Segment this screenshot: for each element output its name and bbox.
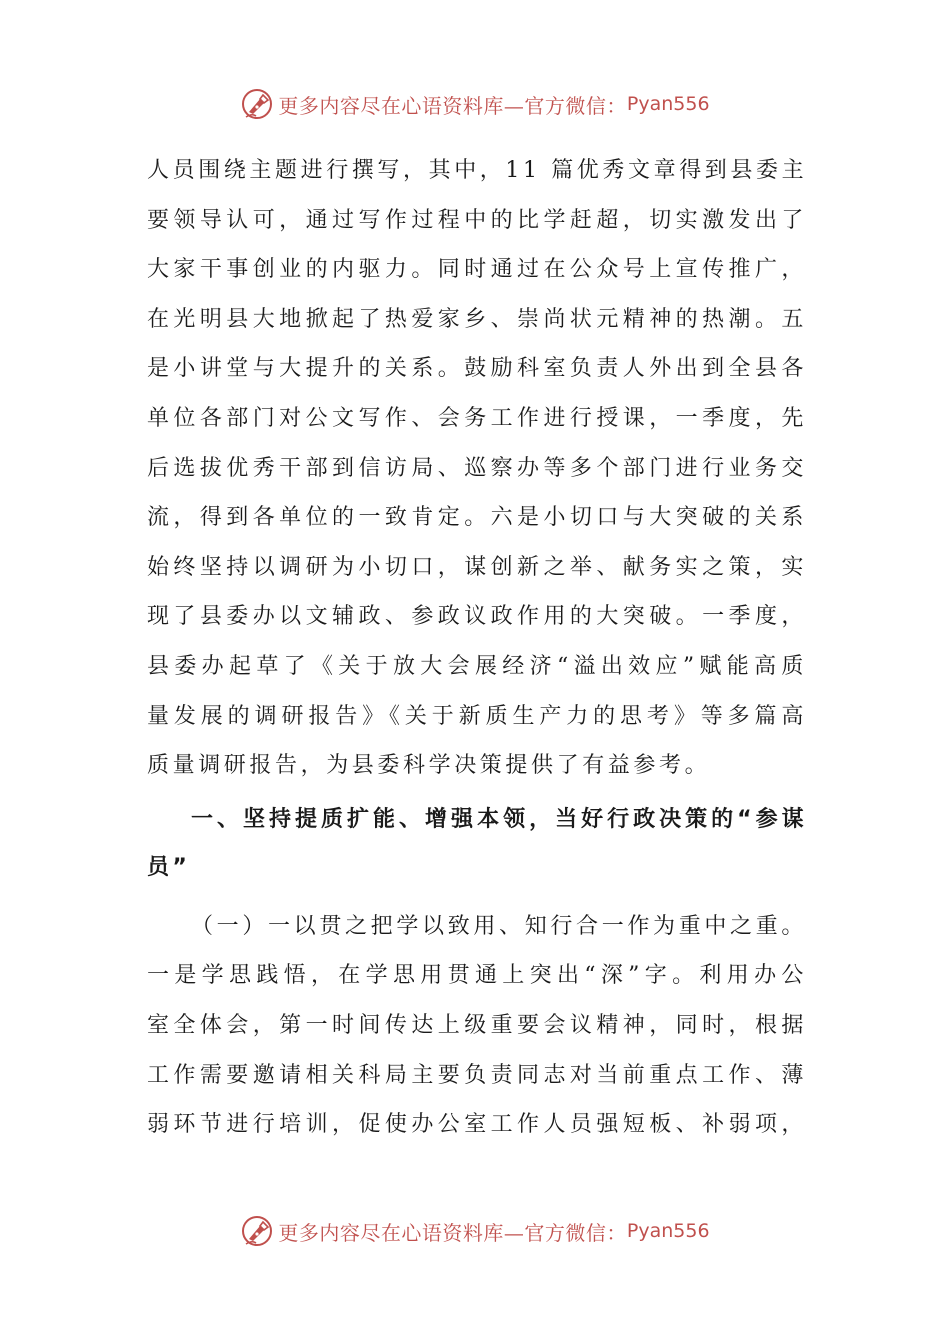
text-line: 后选拔优秀干部到信访局、巡察办等多个部门进行业务交 [147,455,807,481]
text-line: 工作需要邀请相关科局主要负责同志对当前重点工作、薄 [147,1062,807,1088]
text-line: 一是学思践悟，在学思用贯通上突出“深”字。利用办公 [147,963,807,989]
text-line: 要领导认可，通过写作过程中的比学赶超，切实激发出了 [147,207,807,233]
text-line: 县委办起草了《关于放大会展经济“溢出效应”赋能高质 [147,653,807,679]
footer-watermark [0,1209,950,1253]
text-line: 流，得到各单位的一致肯定。六是小切口与大突破的关系 [147,505,807,531]
watermark-wechat-id: Pyan556 [626,93,710,115]
watermark-brand-text: 更多内容尽在心语资料库—官方微信： [278,93,627,118]
text-line: 是小讲堂与大提升的关系。鼓励科室负责人外出到全县各 [147,356,807,382]
text-line: 大家干事创业的内驱力。同时通过在公众号上宣传推广， [147,257,807,283]
watermark-wechat-id: Pyan556 [626,1220,710,1242]
header-watermark [0,82,950,126]
text-line: 在光明县大地掀起了热爱家乡、崇尚状元精神的热潮。五 [147,306,807,332]
text-line: 量发展的调研报告》《关于新质生产力的思考》等多篇高 [147,703,807,729]
text-line: 弱环节进行培训，促使办公室工作人员强短板、补弱项， [147,1112,807,1138]
text-line: 现了县委办以文辅政、参政议政作用的大突破。一季度， [147,604,807,630]
section-heading [147,796,807,892]
text-line: 质量调研报告，为县委科学决策提供了有益参考。 [147,753,711,779]
text-line: 始终坚持以调研为小切口，谋创新之举、献务实之策，实 [147,554,807,580]
paragraph-1 [147,146,807,791]
paragraph-2 [147,902,807,1150]
text-line: 单位各部门对公文写作、会务工作进行授课，一季度，先 [147,405,807,431]
text-line: 人员围绕主题进行撰写，其中，11 篇优秀文章得到县委主 [147,158,808,183]
text-line: （一）一以贯之把学以致用、知行合一作为重中之重。 [191,913,807,939]
document-body [147,146,807,1150]
text-line: 室全体会，第一时间传达上级重要会议精神，同时，根据 [147,1012,807,1038]
heading-line: 一、坚持提质扩能、增强本领，当好行政决策的“参谋 [191,806,807,832]
pen-nib-icon [240,1214,274,1248]
heading-line: 员” [147,854,191,880]
pen-nib-icon [240,87,274,121]
watermark-brand-text: 更多内容尽在心语资料库—官方微信： [278,1220,627,1245]
